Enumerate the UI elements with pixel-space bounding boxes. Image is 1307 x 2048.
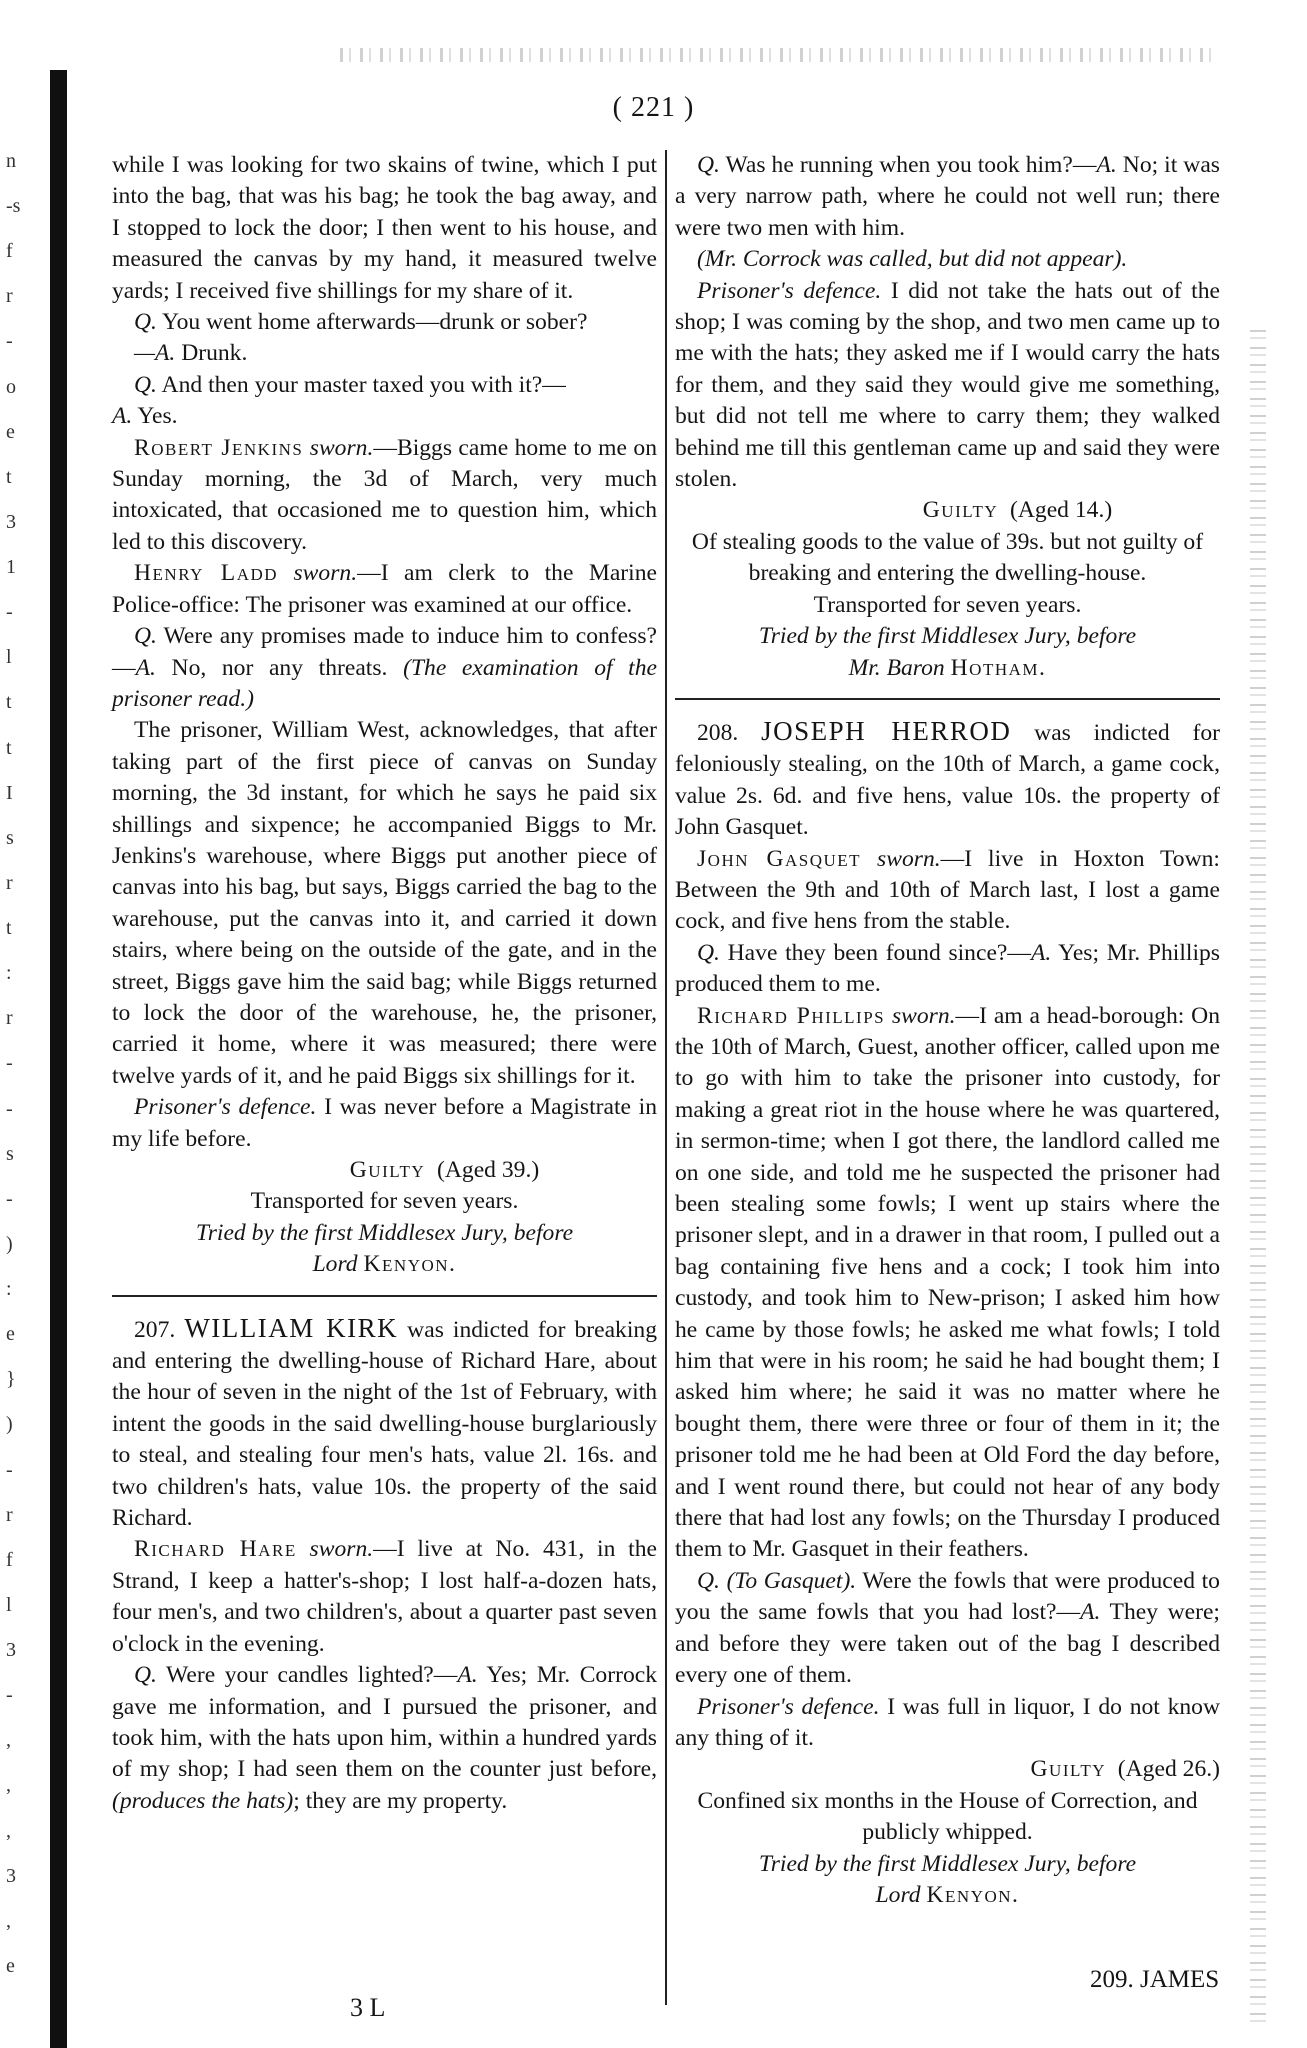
- question: Q. And then your master taxed you with it?—: [134, 371, 566, 398]
- bleed-fragment: I: [6, 782, 13, 804]
- bleed-fragment: f: [6, 240, 13, 262]
- witness-testimony: Richard Hare sworn.—I live at No. 431, in the Strand, I keep a hatter's-shop; I lost half-a-dozen hats, four men's, and two children's, about a quarter past seven o'clock in the evening.: [112, 1536, 658, 1657]
- prisoner-defence: Prisoner's defence. I was never before a Magistrate in my life before.: [112, 1094, 657, 1152]
- bleed-fragment: ): [6, 1233, 13, 1255]
- judge: Mr. Baron Hotham.: [848, 654, 1047, 681]
- left-column: [112, 150, 657, 1817]
- judge: Lord Kenyon.: [875, 1881, 1020, 1908]
- prisoner-defence: Prisoner's defence. I was full in liquor, I do not know any thing of it.: [675, 1693, 1220, 1751]
- bleed-fragment: l: [6, 1594, 12, 1616]
- witness-testimony: Robert Jenkins sworn.—Biggs came home to me on Sunday morning, the 3d of March, very much intoxicated, that occasioned me to question him, which led to this discovery.: [112, 434, 657, 555]
- paragraph: while I was looking for two skains of twine, which I put into the bag, that was his bag; he took the bag away, and I stopped to lock the door; I then went to his house, and measured the canvas by my hand, it measured twelve yards; I received five shillings for my share of it.: [112, 152, 657, 304]
- court-note: (Mr. Corrock was called, but did not appear).: [697, 246, 1128, 273]
- page-number: ( 221 ): [612, 92, 695, 123]
- witness-testimony: Richard Phillips sworn.—I am a head-borough: On the 10th of March, Guest, another officer, called upon me to go with him to take the prisoner into custody, for making a great riot in the house where he was quartered, in sermon-time; when I got there, the landlord called me on one side, and told me he suspected the prisoner had been stealing some fowls; I went up stairs where the prisoner slept, and in a drawer in that room, I pulled out a bag containing five hens and a cock; I took him into custody, and took him to New-prison; I asked him how he came by those fowls; he asked me what fowls; I told him that were in his room; he said he had bought them; I asked him where; he said it was no matter where he bought them, there were three or four of them in it; the prisoner told me he had been at Old Ford the day before, and I went round there, but could not hear of any body there that had lost any fowls; on the Thursday I produced them to Mr. Gasquet in their feathers.: [675, 1002, 1220, 1563]
- question: Q. Was he running when you took him?—A. No; it was a very narrow path, where he could not well run; there were two men with him.: [675, 152, 1220, 241]
- judge: Lord Kenyon.: [312, 1251, 457, 1278]
- bleed-fragment: :: [6, 1278, 12, 1300]
- scan-noise-top: [340, 48, 1220, 62]
- bleed-fragment: ,: [6, 1820, 11, 1842]
- answer: —A. Drunk.: [134, 340, 248, 367]
- bleed-fragment: t: [6, 917, 12, 939]
- bleed-fragment: ): [6, 1413, 13, 1435]
- bleed-fragment: -: [6, 1188, 13, 1210]
- bleed-fragment: -: [6, 1098, 13, 1120]
- bleed-fragment: -: [6, 601, 13, 623]
- bleed-fragment: ,: [6, 1729, 11, 1751]
- bleed-fragment: e: [6, 1955, 15, 1977]
- bleed-fragment: }: [6, 1368, 16, 1390]
- case-divider: [675, 698, 1220, 700]
- question: Q. Were your candles lighted?—A. Yes; Mr. Corrock gave me information, and I pursued the prisoner, and took him, with the hats upon him, within a hundred yards of my shop; I had seen them on the counter just before, (produces the hats); they are my property.: [112, 1662, 658, 1814]
- bleed-fragment: n: [6, 150, 16, 172]
- answer: A. Yes.: [112, 403, 178, 430]
- bleed-fragment: t: [6, 737, 12, 759]
- bleed-fragment: e: [6, 1323, 15, 1345]
- bleed-fragment: r: [6, 1504, 13, 1526]
- trial-note: Tried by the first Middlesex Jury, before: [195, 1219, 574, 1246]
- bleed-fragment: ,: [6, 1910, 11, 1932]
- question: Q. (To Gasquet). Were the fowls that were produced to you the same fowls that you had lost?—A. They were; and before they were taken out of the bag I described every one of them.: [675, 1567, 1220, 1689]
- paragraph: The prisoner, William West, acknowledges, that after taking part of the first piece of canvas on Sunday morning, the 3d instant, for which he says he paid six shillings and sixpence; he accompanied Biggs to Mr. Jenkins's warehouse, where Biggs put another piece of canvas into his bag, but says, Biggs carried the bag to the warehouse, put the canvas into it, and carried it down stairs, where being on the outside of the gate, and in the street, Biggs gave him the said bag; while Biggs returned to lock the door of the warehouse, he, the prisoner, carried it home, where it was measured; there were twelve yards of it, and he paid Biggs six shillings for it.: [112, 717, 657, 1089]
- bleed-fragment: 3: [6, 511, 16, 533]
- bleed-fragment: t: [6, 691, 12, 713]
- bleed-fragment: -: [6, 1684, 13, 1706]
- witness-testimony: John Gasquet sworn.—I live in Hoxton Town: Between the 9th and 10th of March last, I lost a game cock, and five hens from the stable.: [675, 845, 1220, 935]
- facing-page-bleed: [0, 150, 28, 2020]
- bleed-fragment: r: [6, 285, 13, 307]
- bleed-fragment: e: [6, 421, 15, 443]
- bleed-fragment: ,: [6, 1774, 11, 1796]
- bleed-fragment: -: [6, 1459, 13, 1481]
- trial-note: Tried by the first Middlesex Jury, before: [758, 1850, 1137, 1877]
- verdict: Guilty (Aged 14.): [922, 497, 1113, 524]
- bleed-fragment: -: [6, 1052, 13, 1074]
- book-spine-shadow: [50, 70, 67, 2048]
- sentence: Transported for seven years.: [250, 1188, 519, 1215]
- witness-testimony: Henry Ladd sworn.—I am clerk to the Marine Police-office: The prisoner was examined at our office.: [112, 560, 657, 618]
- prisoner-defence: Prisoner's defence. I did not take the hats out of the shop; I was coming by the shop, and two men came up to me with the hats; they asked me if I would carry the hats for them, and they said they would give me something, but did not tell me where to carry them; they walked behind me till this gentleman came up and said they were stolen.: [675, 277, 1220, 493]
- bleed-fragment: s: [6, 1143, 14, 1165]
- verdict: Guilty (Aged 26.): [1030, 1756, 1220, 1783]
- question: Q. You went home afterwards—drunk or sober?: [134, 309, 588, 336]
- bleed-fragment: r: [6, 1007, 13, 1029]
- scan-noise-right: [1250, 330, 1266, 2030]
- case-heading: 207. WILLIAM KIRK was indicted for breaking and entering the dwelling-house of Richard Hare, about the hour of seven in the night of the 1st of February, with intent the goods in the said dwelling-house burglariously to steal, and stealing four men's hats, value 2l. 16s. and two children's hats, value 10s. the property of the said Richard.: [112, 1312, 657, 1532]
- catchword: 209. JAMES: [1090, 1966, 1220, 1993]
- bleed-fragment: 1: [6, 556, 16, 578]
- signature-mark: 3 L: [350, 1993, 386, 2022]
- sentence: Transported for seven years.: [813, 591, 1082, 618]
- bleed-fragment: 3: [6, 1639, 16, 1661]
- case-divider: [112, 1295, 657, 1297]
- bleed-fragment: -: [6, 330, 13, 352]
- bleed-fragment: l: [6, 646, 12, 668]
- question: Q. Were any promises made to induce him to confess?—A. No, nor any threats. (The examination of the prisoner read.): [112, 623, 657, 712]
- bleed-fragment: 3: [6, 1865, 16, 1887]
- right-column: [675, 150, 1220, 1911]
- verdict: Guilty (Aged 39.): [349, 1157, 540, 1183]
- bleed-fragment: -s: [6, 195, 21, 217]
- bleed-fragment: t: [6, 466, 12, 488]
- bleed-fragment: s: [6, 827, 14, 849]
- bleed-fragment: f: [6, 1549, 13, 1571]
- case-heading: 208. JOSEPH HERROD was indicted for feloniously stealing, on the 10th of March, a game cock, value 2s. 6d. and five hens, value 10s. the property of John Gasquet.: [675, 715, 1220, 841]
- bleed-fragment: o: [6, 376, 16, 398]
- question: Q. Have they been found since?—A. Yes; Mr. Phillips produced them to me.: [675, 939, 1220, 998]
- trial-note: Tried by the first Middlesex Jury, before: [758, 623, 1137, 650]
- column-rule: [665, 150, 667, 2005]
- verdict-note: Of stealing goods to the value of 39s. but not guilty of breaking and entering the dwelling-house.: [691, 528, 1204, 587]
- sentence: Confined six months in the House of Correction, and publicly whipped.: [697, 1787, 1198, 1846]
- bleed-fragment: r: [6, 872, 13, 894]
- bleed-fragment: :: [6, 962, 12, 984]
